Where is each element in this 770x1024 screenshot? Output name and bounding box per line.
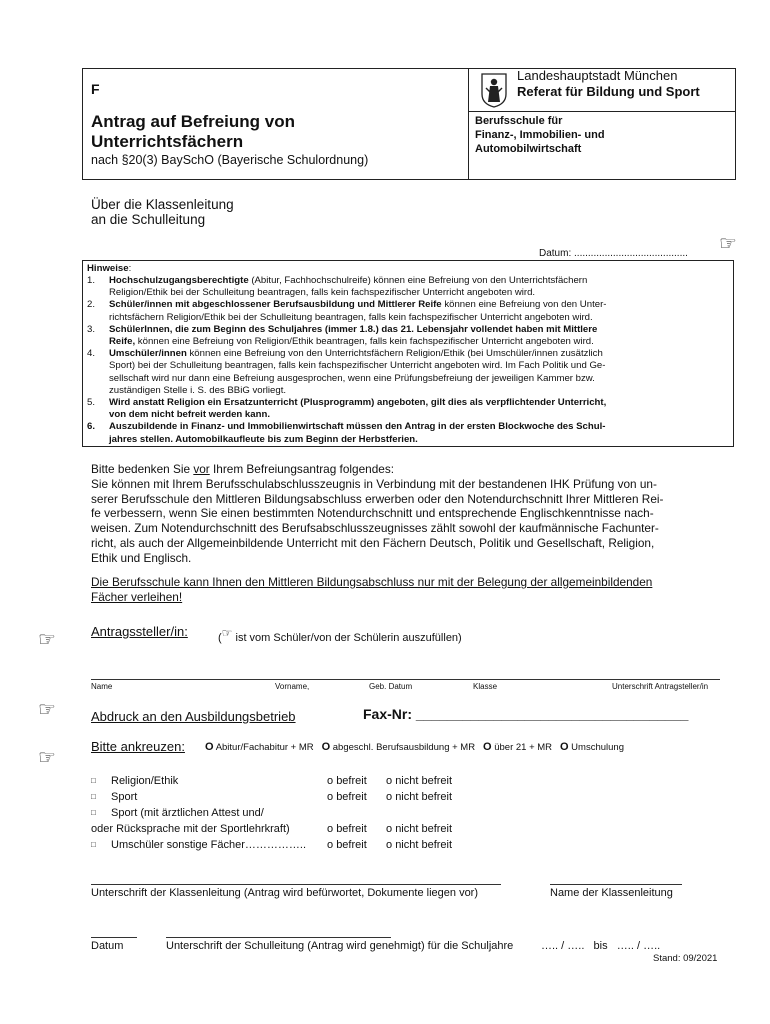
option-befreit[interactable]: o befreit	[327, 791, 367, 803]
subject-row: □ Religion/Ethik o befreit o nicht befreit	[91, 775, 453, 787]
klassenleitung-signature-label: Unterschrift der Klassenleitung (Antrag wird befürwortet, Dokumente liegen vor)	[91, 887, 479, 899]
pointing-hand-icon: ☞	[38, 747, 56, 769]
option-nicht-befreit[interactable]: o nicht befreit	[386, 775, 453, 787]
department-name: Referat für Bildung und Sport	[517, 84, 700, 99]
note-item: 3. SchülerInnen, die zum Beginn des Schuljahres (immer 1.8.) das 21. Lebensjahr vollendet haben mit Mittlere Reife, können eine Befreiung von Religion/Ethik beantragen, falls kein fachspezifischer Unterricht angeboten wird.	[87, 323, 598, 348]
col-signature: Unterschrift Antragsteller/in	[612, 682, 709, 691]
radio-circle-icon: O	[205, 741, 214, 753]
col-geb-datum: Geb. Datum	[369, 682, 413, 691]
option-berufsausbildung[interactable]: O abgeschl. Berufsausbildung + MR	[321, 741, 476, 753]
option-ueber-21[interactable]: O über 21 + MR	[483, 741, 553, 753]
page-title: Antrag auf Befreiung von Unterrichtsfächern	[91, 112, 296, 151]
notes-list	[87, 275, 727, 446]
option-befreit[interactable]: o befreit	[327, 839, 367, 851]
note-item: 2. Schüler/innen mit abgeschlossener Berufsausbildung und Mittlerer Reife können eine Befreiung von den Unter- richtsfächern Religion/Ethik bei der Schulleitung beantragen, falls kein fachspezifischer Unterricht angeboten wird.	[87, 299, 607, 323]
form-letter: F	[91, 81, 100, 97]
option-befreit[interactable]: o befreit	[327, 775, 367, 787]
radio-circle-icon: O	[483, 741, 492, 753]
applicant-signature-line[interactable]	[91, 679, 720, 680]
note-item: 1. Hochschulzugangsberechtigte (Abitur, Fachhochschulreife) können eine Befreiung von den Unterrichtsfächern Religion/Ethik bei der Schulleitung beantragen, falls kein fachspezifischer Unterricht angeboten wird.	[87, 275, 588, 299]
notes-title: Hinweise:	[87, 263, 132, 274]
option-umschulung[interactable]: O Umschulung	[559, 741, 624, 753]
pointing-hand-icon: ☞	[38, 699, 56, 721]
klassenleitung-signature-line[interactable]	[91, 884, 501, 885]
note-item: 5. Wird anstatt Religion ein Ersatzunterricht (Plusprogramm) angeboten, gilt dies als verpflichtender Unterricht, von dem nicht befreit werden kann.	[87, 397, 607, 421]
radio-circle-icon: O	[321, 741, 331, 753]
schulleitung-signature-label: Unterschrift der Schulleitung (Antrag wird genehmigt) für die Schuljahre	[166, 940, 514, 952]
checkbox[interactable]: □	[91, 808, 96, 817]
checkbox[interactable]: □	[91, 840, 96, 849]
col-name: Name	[91, 682, 113, 691]
subjects-list	[91, 773, 511, 853]
schulleitung-signature-line[interactable]	[166, 937, 391, 938]
checkbox[interactable]: □	[91, 792, 96, 801]
option-nicht-befreit[interactable]: o nicht befreit	[386, 839, 453, 851]
header-divider	[468, 69, 469, 179]
ankreuzen-label: Bitte ankreuzen:	[91, 739, 185, 754]
subject-row: □ Umschüler sonstige Fächer…………….. o befreit o nicht befreit	[91, 839, 453, 851]
date-line[interactable]	[91, 937, 137, 938]
option-nicht-befreit[interactable]: o nicht befreit	[386, 823, 453, 835]
header-box	[82, 68, 736, 180]
col-klasse: Klasse	[473, 682, 498, 691]
date-field[interactable]: Datum: .........................................	[539, 248, 688, 259]
option-befreit[interactable]: o befreit	[327, 823, 367, 835]
klassenleitung-name-line[interactable]	[550, 884, 682, 885]
note-item: 4. Umschüler/innen können eine Befreiung von den Unterrichtsfächern Religion/Ethik (bei Umschüler/innen zusätzlich Sport) bei der Schulleitung beantragen, falls kein fachspezifischer Unterricht angeboten wird. Im Fach Politik und Ge- sellschaft wird nur dann eine Befreiung ausgesprochen, wenn eine Prüfungsbefreiung der jeweiligen Kammer bzw. zuständigen Stelle i. S. des BBiG vorliegt.	[87, 348, 606, 396]
school-name: Berufsschule für Finanz-, Immobilien- und Automobilwirtschaft	[475, 115, 605, 155]
date-label: Datum	[91, 940, 124, 952]
subject-row: □ Sport o befreit o nicht befreit	[91, 791, 453, 803]
applicant-label: Antragssteller/in:	[91, 624, 188, 639]
address-block: Über die Klassenleitung an die Schulleitung	[91, 197, 234, 227]
fax-field[interactable]: Fax-Nr: ___________________________________	[363, 706, 689, 722]
col-vorname: Vorname,	[275, 682, 310, 691]
radio-circle-icon: O	[559, 741, 569, 753]
qualification-options	[205, 741, 624, 753]
subject-row: □ Sport (mit ärztlichen Attest und/	[91, 807, 264, 819]
notice-underlined: Die Berufsschule kann Ihnen den Mittleren Bildungsabschluss nur mit der Belegung der allgemeinbildenden Fächer verleihen!	[91, 575, 653, 604]
klassenleitung-name-label: Name der Klassenleitung	[550, 887, 673, 899]
city-name: Landeshauptstadt München	[517, 68, 678, 83]
notes-box	[82, 260, 734, 447]
munich-crest-icon	[480, 72, 508, 108]
form-version: Stand: 09/2021	[653, 953, 718, 964]
info-paragraph: Bitte bedenken Sie vor Ihrem Befreiungsantrag folgendes: Sie können mit Ihrem Berufsschulabschlusszeugnis in Verbindung mit der bestandenen IHK Prüfung von un- serer Berufsschule den Mittleren Bildungsabschluss erwerben oder den Notendurchschnitt Ihrer Mittleren Rei- fe verbessern, wenn Sie einen bestimmten Notendurchschnitt und entsprechende Englischkenntnisse nach- weisen. Zum Notendurchschnitt des Berufsabschlusszeugnisses zählt sowohl der kaufmännische Fachunter- richt, als auch der Allgemeinbildende Unterricht mit den Fächern Deutsch, Politik und Gesellschaft, Religion, Ethik und Englisch.	[91, 462, 664, 565]
subject-row: oder Rücksprache mit der Sportlehrkraft) o befreit o nicht befreit	[91, 823, 453, 835]
page-subtitle: nach §20(3) BaySchO (Bayerische Schulordnung)	[91, 153, 369, 167]
option-nicht-befreit[interactable]: o nicht befreit	[386, 791, 453, 803]
school-years-field[interactable]: ….. / ….. bis ….. / …..	[541, 940, 661, 952]
option-abitur[interactable]: O Abitur/Fachabitur + MR	[205, 741, 314, 753]
pointing-hand-icon: ☞	[719, 233, 737, 255]
abdruck-label: Abdruck an den Ausbildungsbetrieb	[91, 709, 296, 724]
checkbox[interactable]: □	[91, 776, 96, 785]
applicant-note: (☞ ist vom Schüler/von der Schülerin auszufüllen)	[218, 626, 462, 644]
pointing-hand-icon: ☞	[38, 629, 56, 651]
pointing-hand-icon: ☞	[221, 626, 233, 640]
header-rule	[468, 111, 735, 112]
note-item: 6. Auszubildende in Finanz- und Immobilienwirtschaft müssen den Antrag in der ersten Blockwoche des Schul- jahres stellen. Automobilkaufleute bis zum Beginn der Herbstferien.	[87, 421, 606, 445]
